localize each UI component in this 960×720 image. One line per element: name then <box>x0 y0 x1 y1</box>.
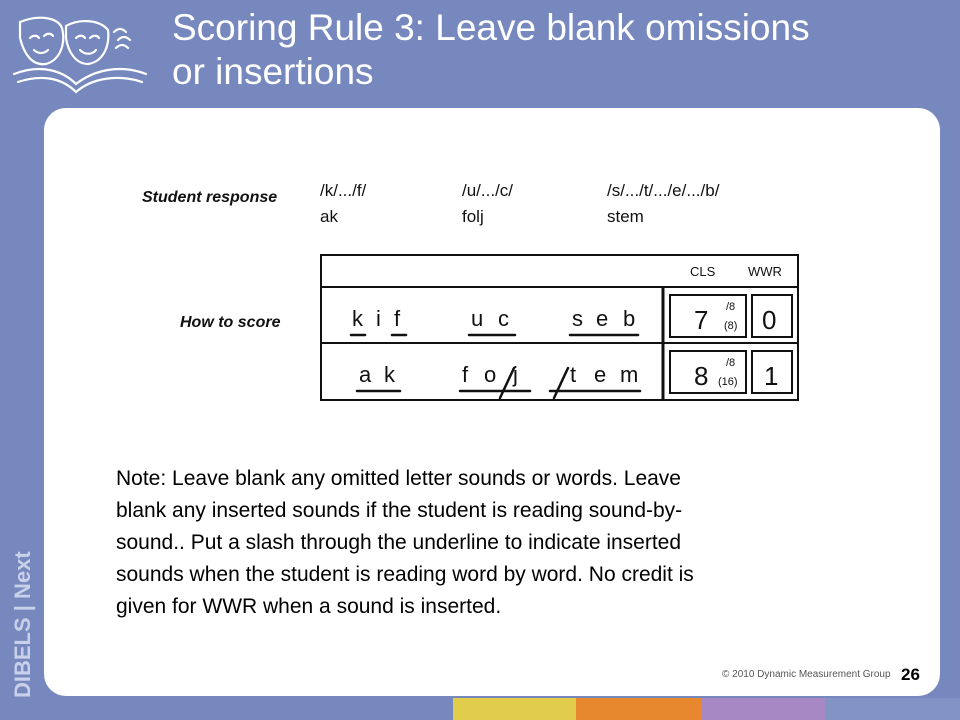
slide-title-line-2: or insertions <box>172 51 374 92</box>
side-brand-text: DIBELS | Next <box>10 551 35 698</box>
r1-cls-total: /8 <box>726 301 736 313</box>
r2-wwr-score: 1 <box>764 361 779 391</box>
page-number: 26 <box>901 665 920 684</box>
r2-letter-t: t <box>570 362 577 387</box>
response-2-word: folj <box>462 207 484 226</box>
color-strip-purple <box>701 698 825 720</box>
note-text <box>116 463 856 623</box>
student-response-label: Student response <box>142 189 278 206</box>
r2-letter-j: j <box>513 362 518 387</box>
response-1-word: ak <box>320 207 338 226</box>
r1-letter-i: i <box>376 306 381 331</box>
r2-cls-total: /8 <box>726 357 736 369</box>
r2-letter-o: o <box>484 362 497 387</box>
r1-letter-e: e <box>596 306 609 331</box>
note-line-5: given for WWR when a sound is inserted. <box>116 595 502 618</box>
r1-letter-u: u <box>471 306 484 331</box>
note-line-4: sounds when the student is reading word by word. No credit is <box>116 563 694 586</box>
response-1-sounds: /k/.../f/ <box>320 181 367 200</box>
side-brand <box>4 548 38 700</box>
note-line-1: Note: Leave blank any omitted letter sounds or words. Leave <box>116 467 681 490</box>
logo-face-right <box>66 21 108 64</box>
r2-cls-sub: (16) <box>718 376 738 388</box>
r1-cls-score: 7 <box>694 305 709 335</box>
copyright: © 2010 Dynamic Measurement Group <box>722 669 891 680</box>
r2-letter-e: e <box>594 362 607 387</box>
r2-letter-a: a <box>359 362 372 387</box>
color-strip-orange <box>576 698 701 720</box>
color-strip-blue <box>825 698 960 720</box>
note-line-2: blank any inserted sounds if the student is reading sound-by- <box>116 499 683 522</box>
response-2-sounds: /u/.../c/ <box>462 181 514 200</box>
note-line-3: sound.. Put a slash through the underline to indicate inserted <box>116 531 682 554</box>
slide-title <box>172 6 942 94</box>
logo-book <box>14 69 146 84</box>
slide-title-line-1: Scoring Rule 3: Leave blank omissions <box>172 7 810 48</box>
score-table <box>318 252 802 404</box>
r1-wwr-score: 0 <box>762 305 777 335</box>
response-3-word: stem <box>607 207 644 226</box>
r2-insertion-slash-1 <box>500 368 514 398</box>
r2-cls-score: 8 <box>694 361 709 391</box>
r2-letter-f: f <box>462 362 469 387</box>
cls-header: CLS <box>690 264 716 279</box>
dibels-logo <box>10 8 150 100</box>
wwr-header: WWR <box>748 264 782 279</box>
response-3-sounds: /s/.../t/.../e/.../b/ <box>607 181 720 200</box>
r1-cls-sub: (8) <box>724 320 738 332</box>
logo-face-left <box>20 18 63 64</box>
r1-letter-k: k <box>352 306 363 331</box>
response-3 <box>607 178 719 230</box>
how-to-score-label: How to score <box>180 314 281 331</box>
r2-insertion-slash-2 <box>554 368 568 398</box>
color-strip-yellow <box>453 698 576 720</box>
response-1 <box>320 178 366 230</box>
r2-letter-m: m <box>620 362 639 387</box>
r1-letter-c: c <box>498 306 509 331</box>
r1-letter-b: b <box>623 306 636 331</box>
r1-letter-s: s <box>572 306 583 331</box>
response-2 <box>462 178 513 230</box>
r2-letter-k: k <box>384 362 395 387</box>
r1-letter-f: f <box>394 306 401 331</box>
